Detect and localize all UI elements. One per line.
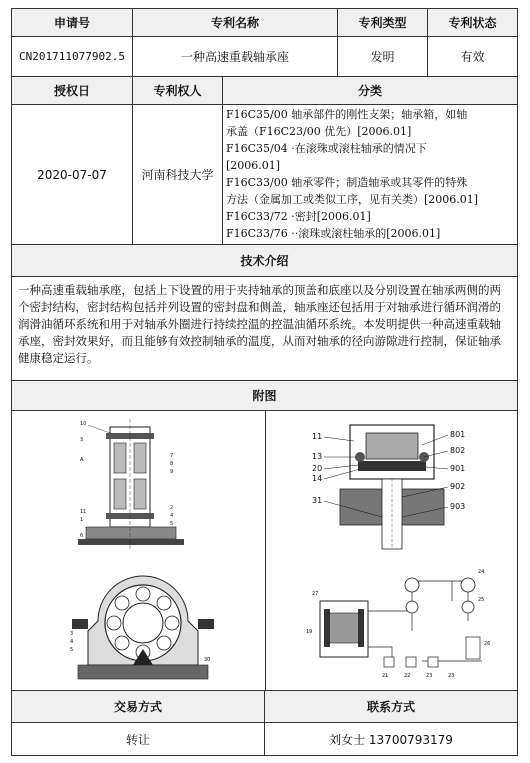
fig1-label: 2 bbox=[170, 505, 174, 511]
fig4-label: 23 bbox=[426, 673, 433, 679]
header-patent-type: 专利类型 bbox=[338, 9, 428, 36]
header-trade-method: 交易方式 bbox=[12, 691, 265, 722]
header-contact: 联系方式 bbox=[265, 691, 517, 722]
classification-line: F16C33/72 ·密封[2006.01] bbox=[226, 210, 371, 223]
classification-line: F16C35/04 ·在滚珠或滚柱轴承的情况下 bbox=[226, 142, 427, 155]
grant-date: 2020-07-07 bbox=[12, 105, 133, 244]
fig4-label: 27 bbox=[312, 591, 319, 597]
classification-line: 方法（金属加工或类似工序，见有关类）[2006.01] bbox=[226, 193, 479, 206]
fig4-label: 23 bbox=[448, 673, 455, 679]
figure-bearing-section bbox=[72, 417, 192, 553]
fig4-label: 21 bbox=[382, 673, 389, 679]
header-classification: 分类 bbox=[223, 77, 517, 104]
fig1-label: 6 bbox=[80, 533, 84, 539]
header-patent-status: 专利状态 bbox=[428, 9, 517, 36]
tech-intro-header-row bbox=[12, 245, 517, 277]
patent-type: 发明 bbox=[338, 37, 428, 76]
classification-line: 承盖（F16C23/00 优先）[2006.01] bbox=[226, 125, 412, 138]
fig1-label: 1 bbox=[80, 517, 84, 523]
fig3-label: 5 bbox=[70, 647, 74, 653]
fig2-label: 802 bbox=[450, 446, 466, 455]
fig3-label: 4 bbox=[70, 639, 74, 645]
fig1-label: 4 bbox=[170, 513, 174, 519]
fig3-label: 3 bbox=[70, 631, 74, 637]
footer-value-row bbox=[12, 723, 517, 755]
classification-line: F16C35/00 轴承部件的刚性支架；轴承箱，如轴 bbox=[226, 108, 468, 121]
fig2-label: 902 bbox=[450, 482, 466, 491]
header-row-2 bbox=[12, 77, 517, 105]
classification-list bbox=[223, 105, 517, 244]
value-row-1 bbox=[12, 37, 517, 77]
tech-intro-text: 一种高速重载轴承座，包括上下设置的用于夹持轴承的顶盖和底座以及分别设置在轴承两侧的两个密封结构，密封结构包括并列设置的密封盘和侧盖，轴承座还包括用于对轴承进行循环润滑的润滑油循环系统和用于对轴承外圈进行持续控温的控温油循环系统。本发明提供一种高速重载轴承座，密封效果好，而且能够有效控制轴承的温度，从而对轴承的径向游隙进行控制，保证轴承健康稳定运行。 bbox=[18, 283, 501, 365]
value-row-2 bbox=[12, 105, 517, 245]
fig4-label: 19 bbox=[306, 629, 313, 635]
figure-divider bbox=[265, 411, 266, 691]
fig1-label: 9 bbox=[170, 469, 174, 475]
figure-seal-detail bbox=[310, 417, 480, 551]
header-row-1 bbox=[12, 9, 517, 37]
fig4-label: 24 bbox=[478, 569, 485, 575]
fig2-label: 11 bbox=[312, 432, 323, 441]
fig4-label: 22 bbox=[404, 673, 411, 679]
tech-intro-heading: 技术介绍 bbox=[12, 245, 517, 276]
fig1-label: 3 bbox=[80, 437, 84, 443]
fig1-label: 11 bbox=[80, 509, 87, 515]
footer-header-row bbox=[12, 691, 517, 723]
patentee: 河南科技大学 bbox=[133, 105, 223, 244]
fig2-label: 901 bbox=[450, 464, 466, 473]
classification-line: F16C33/00 轴承零件；制造轴承或其零件的特殊 bbox=[226, 176, 468, 189]
figure-bearing-front-view bbox=[68, 561, 218, 687]
header-patent-name: 专利名称 bbox=[133, 9, 338, 36]
fig2-label: 903 bbox=[450, 502, 466, 511]
header-patentee: 专利权人 bbox=[133, 77, 223, 104]
figures-heading: 附图 bbox=[12, 381, 517, 410]
fig2-label: 31 bbox=[312, 496, 323, 505]
patent-status: 有效 bbox=[460, 50, 485, 64]
header-application-no: 申请号 bbox=[12, 9, 133, 36]
application-number: CN201711077902.5 bbox=[12, 37, 133, 76]
fig1-label: A bbox=[80, 457, 84, 463]
tech-intro-row bbox=[12, 277, 517, 381]
classification-line: F16C33/76 ··滚珠或滚柱轴承的[2006.01] bbox=[226, 227, 441, 240]
fig2-label: 14 bbox=[312, 474, 323, 483]
fig2-label: 801 bbox=[450, 430, 466, 439]
patent-info-table bbox=[11, 8, 518, 756]
fig1-label: 5 bbox=[170, 521, 174, 527]
fig1-label: 8 bbox=[170, 461, 174, 467]
header-grant-date: 授权日 bbox=[12, 77, 133, 104]
trade-method: 转让 bbox=[12, 723, 265, 755]
figures-header-row bbox=[12, 381, 517, 411]
figure-oil-circuit bbox=[302, 561, 502, 687]
fig1-label: 10 bbox=[80, 421, 87, 427]
fig4-label: 25 bbox=[478, 597, 485, 603]
fig2-label: 13 bbox=[312, 452, 323, 461]
patent-name: 一种高速重载轴承座 bbox=[133, 37, 338, 76]
fig2-label: 20 bbox=[312, 464, 323, 473]
figures-row bbox=[12, 411, 517, 691]
classification-line: [2006.01] bbox=[226, 159, 281, 172]
fig4-label: 26 bbox=[484, 641, 491, 647]
fig3-label: 30 bbox=[204, 657, 211, 663]
contact-info: 刘女士 13700793179 bbox=[329, 732, 453, 747]
fig1-label: 7 bbox=[170, 453, 174, 459]
